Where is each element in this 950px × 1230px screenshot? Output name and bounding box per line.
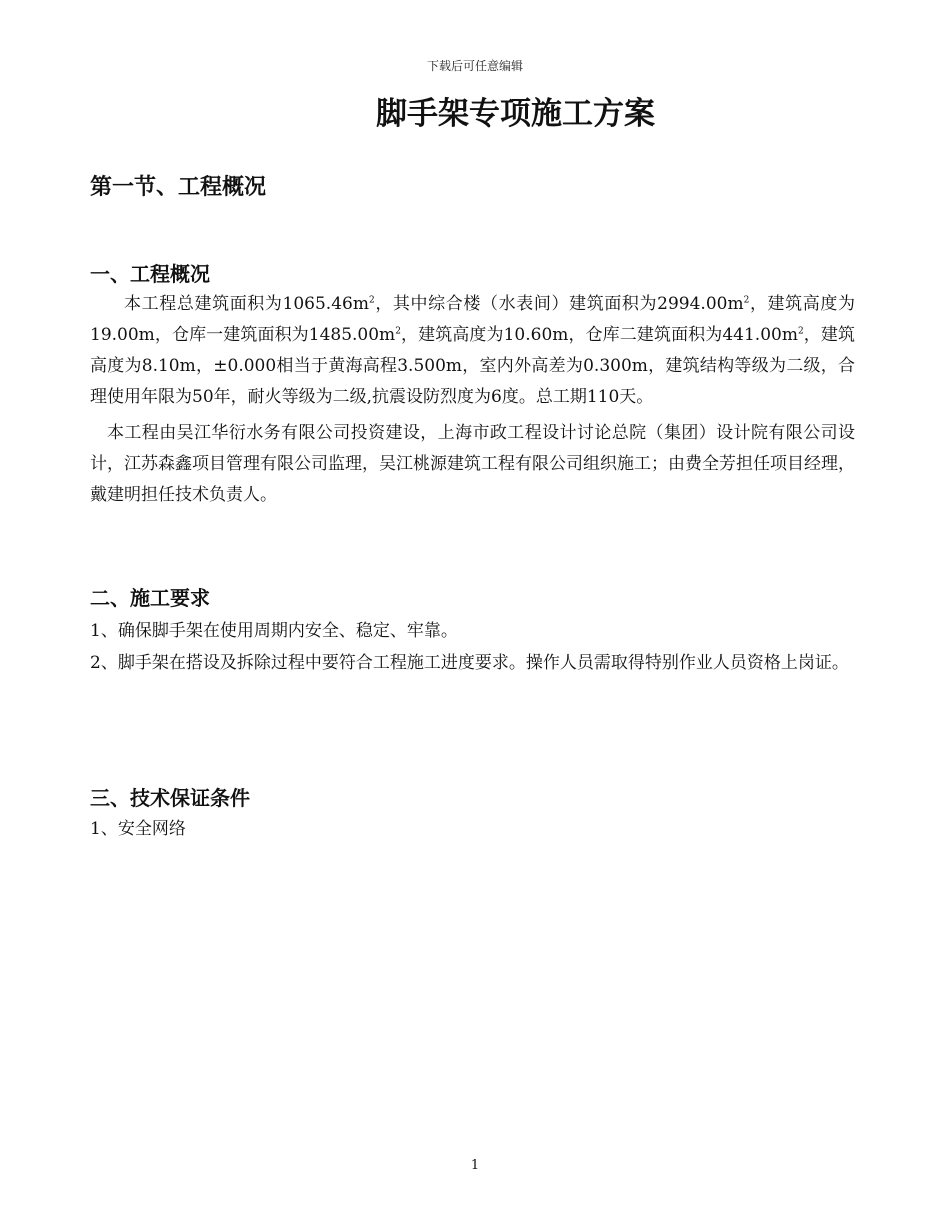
condition-item: 1、安全网络 [90, 819, 186, 839]
page-number: 1 [470, 1158, 480, 1173]
superscript: 2 [368, 295, 375, 306]
overview-paragraph [90, 289, 855, 413]
overview-text-part: ，建筑高度为10.60m，仓库二建筑面积为441.00m [400, 325, 798, 345]
overview-text-part: ，其中综合楼（水表间）建筑面积为2994.00m [374, 294, 744, 314]
superscript: 2 [743, 295, 750, 306]
requirement-item: 2、脚手架在搭设及拆除过程中要符合工程施工进度要求。操作人员需取得特别作业人员资格上岗证。 [90, 653, 849, 673]
parties-paragraph: 本工程由吴江华衍水务有限公司投资建设，上海市政工程设计讨论总院（集团）设计院有限公司设计，江苏森鑫项目管理有限公司监理，吴江桃源建筑工程有限公司组织施工；由费全芳担任项目经理，戴建明担任技术负责人。 [90, 423, 855, 505]
subsection-heading-conditions: 三、技术保证条件 [90, 786, 250, 810]
overview-text-part: 本工程总建筑面积为1065.46m [124, 294, 369, 314]
subsection-heading-requirements: 二、施工要求 [90, 586, 210, 610]
requirement-item: 1、确保脚手架在使用周期内安全、稳定、牢靠。 [90, 621, 458, 641]
subsection-heading-overview: 一、工程概况 [90, 262, 210, 286]
section-heading: 第一节、工程概况 [90, 175, 267, 200]
overview-text-part: ，建筑高度为8.10m，±0.000相当于黄海高程3.500m，室内外高差为0.300m，建筑结构等级为二级，合理使用年限为50年，耐火等级为二级,抗震设防烈度为6度。总工期110天。 [90, 325, 855, 407]
superscript: 2 [797, 326, 804, 337]
header-note: 下载后可任意编辑 [426, 59, 523, 73]
overview-text-part: ，建筑高度为19.00m，仓库一建筑面积为1485.00m [90, 294, 856, 345]
document-title: 脚手架专项施工方案 [376, 96, 655, 132]
superscript: 2 [395, 326, 401, 337]
